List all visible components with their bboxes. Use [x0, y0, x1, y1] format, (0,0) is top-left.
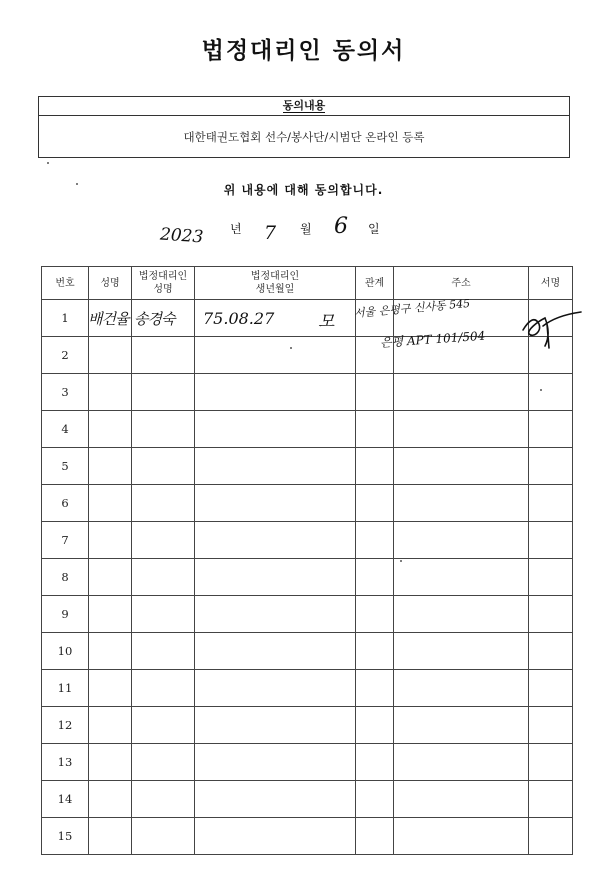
table-row — [42, 596, 573, 633]
table-row — [42, 448, 573, 485]
header-signature: 서명 — [529, 267, 573, 300]
table-row — [42, 818, 573, 855]
table-cell — [89, 448, 132, 485]
header-number: 번호 — [42, 267, 89, 300]
table-row — [42, 485, 573, 522]
date-year-handwritten: 2023 — [159, 224, 204, 248]
table-cell — [529, 744, 573, 781]
row-number: 13 — [42, 744, 89, 781]
entry-relation: 모 — [318, 312, 335, 332]
table-cell — [394, 818, 529, 855]
table-cell — [394, 707, 529, 744]
table-cell — [356, 633, 394, 670]
table-row — [42, 411, 573, 448]
table-cell — [195, 744, 356, 781]
table-cell — [529, 522, 573, 559]
table-cell — [356, 744, 394, 781]
table-cell — [394, 374, 529, 411]
table-cell — [394, 744, 529, 781]
entry-guardian-name: 송경숙 — [134, 310, 175, 328]
speck — [540, 389, 542, 391]
table-cell — [89, 596, 132, 633]
speck — [400, 560, 402, 562]
table-cell — [195, 448, 356, 485]
table-cell — [394, 781, 529, 818]
entry-address-line1: 서울 은평구 신사동 545 — [353, 296, 471, 320]
row-number: 1 — [42, 300, 89, 337]
row-number: 5 — [42, 448, 89, 485]
table-row — [42, 522, 573, 559]
table-cell — [89, 670, 132, 707]
table-cell — [89, 337, 132, 374]
table-cell — [195, 374, 356, 411]
header-address: 주소 — [394, 267, 529, 300]
table-cell — [356, 485, 394, 522]
table-cell — [195, 411, 356, 448]
table-cell — [356, 374, 394, 411]
table-row — [42, 374, 573, 411]
table-cell — [529, 781, 573, 818]
date-day-unit: 일 — [368, 222, 380, 236]
row-number: 9 — [42, 596, 89, 633]
table-cell — [195, 596, 356, 633]
table-row — [42, 633, 573, 670]
table-cell — [195, 818, 356, 855]
table-header-row — [42, 267, 573, 300]
table-cell — [132, 448, 195, 485]
table-cell — [394, 411, 529, 448]
table-cell — [394, 448, 529, 485]
table-cell — [356, 596, 394, 633]
table-cell — [356, 707, 394, 744]
consent-statement: 위 내용에 대해 동의합니다. — [223, 183, 384, 197]
table-cell — [356, 411, 394, 448]
row-number: 8 — [42, 559, 89, 596]
date-year-unit: 년 — [230, 222, 242, 236]
speck — [76, 183, 78, 185]
table-cell — [132, 633, 195, 670]
header-relation: 관계 — [356, 267, 394, 300]
table-cell — [394, 633, 529, 670]
table-cell — [89, 781, 132, 818]
table-cell — [195, 522, 356, 559]
table-cell — [132, 781, 195, 818]
table-cell — [529, 559, 573, 596]
table-cell — [394, 485, 529, 522]
header-name: 성명 — [89, 267, 132, 300]
table-row — [42, 781, 573, 818]
table-cell — [356, 559, 394, 596]
header-guardian-name: 법정대리인 성명 — [132, 267, 195, 300]
table-cell — [89, 374, 132, 411]
table-cell — [195, 670, 356, 707]
speck — [290, 347, 292, 349]
table-cell — [394, 559, 529, 596]
row-number: 10 — [42, 633, 89, 670]
table-cell — [394, 596, 529, 633]
row-number: 6 — [42, 485, 89, 522]
date-month-handwritten: 7 — [264, 222, 277, 244]
signature-mark — [519, 304, 585, 350]
row-number: 2 — [42, 337, 89, 374]
table-row — [42, 744, 573, 781]
table-cell — [394, 670, 529, 707]
table-cell — [356, 522, 394, 559]
entry-guardian-birth: 75.08.27 — [203, 309, 275, 328]
table-cell — [529, 485, 573, 522]
registration-table — [41, 266, 573, 855]
row-number: 15 — [42, 818, 89, 855]
row-number: 11 — [42, 670, 89, 707]
table-cell — [195, 707, 356, 744]
table-cell — [529, 633, 573, 670]
row-number: 4 — [42, 411, 89, 448]
table-cell — [132, 522, 195, 559]
row-number: 7 — [42, 522, 89, 559]
table-cell — [529, 448, 573, 485]
table-cell — [529, 707, 573, 744]
entry-address-line2: 은평 APT 101/504 — [379, 328, 486, 350]
row-number: 14 — [42, 781, 89, 818]
table-cell — [132, 411, 195, 448]
consent-heading: 동의내용 — [39, 97, 569, 116]
date-month-unit: 월 — [300, 222, 312, 236]
table-cell — [132, 670, 195, 707]
table-cell — [132, 744, 195, 781]
table-cell — [89, 818, 132, 855]
row-number: 12 — [42, 707, 89, 744]
table-row — [42, 670, 573, 707]
table-cell — [195, 485, 356, 522]
speck — [47, 162, 49, 164]
table-cell — [132, 596, 195, 633]
header-guardian-birth: 법정대리인 생년월일 — [195, 267, 356, 300]
table-cell — [529, 374, 573, 411]
table-cell — [195, 781, 356, 818]
table-cell — [132, 485, 195, 522]
entry-name: 배건율 — [88, 310, 129, 328]
table-cell — [89, 485, 132, 522]
table-cell — [529, 670, 573, 707]
table-cell — [529, 411, 573, 448]
table-cell — [89, 633, 132, 670]
table-cell — [356, 781, 394, 818]
date-day-handwritten: 6 — [334, 214, 348, 239]
consent-box — [38, 96, 570, 158]
table-cell — [132, 337, 195, 374]
table-cell — [394, 522, 529, 559]
table-cell — [132, 818, 195, 855]
table-cell — [195, 337, 356, 374]
document-title: 법정대리인 동의서 — [201, 38, 406, 64]
consent-body: 대한태권도협회 선수/봉사단/시범단 온라인 등록 — [183, 130, 425, 144]
table-row — [42, 559, 573, 596]
table-cell — [356, 448, 394, 485]
table-cell — [89, 744, 132, 781]
table-cell — [356, 670, 394, 707]
table-row — [42, 707, 573, 744]
table-row — [42, 337, 573, 374]
table-cell — [89, 522, 132, 559]
row-number: 3 — [42, 374, 89, 411]
table-cell — [356, 818, 394, 855]
table-cell — [132, 707, 195, 744]
table-cell — [195, 559, 356, 596]
table-cell — [132, 374, 195, 411]
table-cell — [89, 559, 132, 596]
table-cell — [89, 707, 132, 744]
table-cell — [529, 596, 573, 633]
table-cell — [529, 818, 573, 855]
table-cell — [195, 633, 356, 670]
table-cell — [132, 559, 195, 596]
table-cell — [89, 411, 132, 448]
